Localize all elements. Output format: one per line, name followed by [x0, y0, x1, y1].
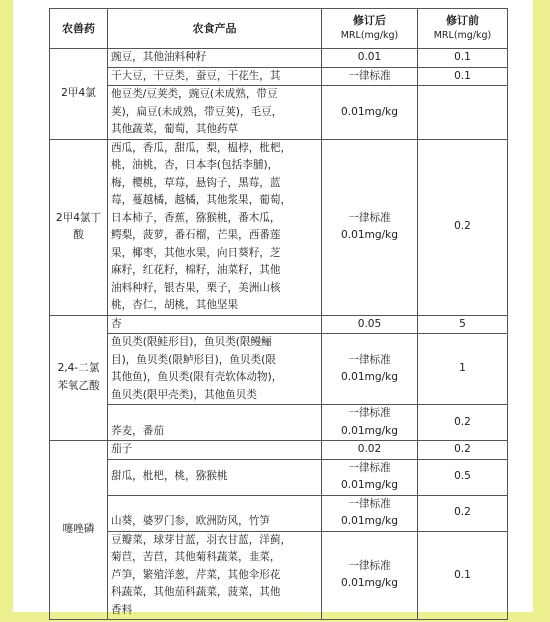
product-line: 桃，杏仁，胡桃，其他坚果 [111, 299, 239, 311]
mrl-after-line: 一律标准 [348, 461, 391, 474]
mrl-after-cell [322, 405, 418, 441]
mrl-after-line: 0.01mg/kg [340, 424, 399, 437]
mrl-after-line: 0.01 [357, 51, 382, 63]
mrl-before-cell [418, 86, 508, 140]
mrl-after-cell [322, 495, 418, 531]
product-line: 他豆类/豆荚类，豌豆(未成熟，带豆 [111, 88, 278, 100]
drug-cell: 2,4-二氯苯氧乙酸 [50, 315, 108, 441]
mrl-after-line: 一律标准 [348, 559, 391, 572]
table-row [50, 495, 508, 531]
product-cell [108, 86, 322, 140]
mrl-after-line: 0.01mg/kg [340, 515, 399, 527]
drug-cell: 2甲4氯丁酸 [50, 139, 108, 315]
mrl-after-line: 0.01mg/kg [340, 479, 399, 491]
table-row [50, 315, 508, 334]
product-line: 鱼贝类(限甲壳类)，其他鱼贝类 [111, 388, 257, 401]
product-line: 山葵，婆罗门参，欧洲防风，竹笋 [111, 515, 270, 527]
header-before-unit: MRL(mg/kg) [433, 30, 492, 41]
mrl-after-line: 一律标准 [348, 69, 391, 82]
header-after-title: 修订后 [353, 14, 386, 27]
product-line: 日本柿子，香蕉，猕猴桃，番木瓜， [111, 211, 281, 224]
mrl-after-line: 0.01mg/kg [340, 229, 399, 241]
mrl-before-cell: 0.2 [418, 139, 508, 315]
product-cell [108, 315, 322, 334]
table-row [50, 139, 508, 315]
document-page [13, 0, 533, 616]
product-line: 油料种籽，银杏果，栗子，美洲山核 [111, 281, 281, 294]
product-cell [108, 67, 322, 86]
mrl-after-line: 一律标准 [348, 353, 391, 366]
mrl-after-cell [322, 86, 418, 140]
product-cell [108, 49, 322, 68]
product-cell [108, 459, 322, 495]
mrl-before-cell: 0.1 [418, 531, 508, 620]
product-line: 菊苣，苦苣，其他菊科蔬菜，韭菜， [111, 551, 281, 563]
product-line: 鳄梨，菠萝，番石榴，芒果，西番莲 [111, 229, 281, 241]
product-line: 豌豆，其他油料种籽 [111, 51, 207, 63]
mrl-before-cell: 0.1 [418, 49, 508, 68]
product-line: 荚)，扁豆(未成熟，带豆荚)，毛豆， [111, 105, 283, 118]
header-after-unit: MRL(mg/kg) [340, 30, 399, 41]
table-row [50, 531, 508, 620]
product-line: 鱼贝类(限鲑形目)，鱼贝类(限鳗鲡 [111, 336, 272, 348]
mrl-after-cell [322, 67, 418, 86]
product-line: 桃，油桃，杏，日本李(包括李脯)， [111, 159, 279, 171]
table-row [50, 67, 508, 86]
product-line: 其他蔬菜，葡萄，其他药草 [111, 123, 239, 135]
mrl-after-line: 0.05 [357, 317, 382, 330]
product-cell [108, 139, 322, 315]
mrl-before-cell: 0.2 [418, 495, 508, 531]
product-line: 荞麦，番茄 [111, 424, 164, 437]
mrl-before-cell: 0.1 [418, 67, 508, 86]
mrl-after-line: 一律标准 [348, 211, 391, 224]
product-line: 莓，蔓越橘，越橘，其他浆果，葡萄， [111, 194, 292, 206]
product-line: 目)，鱼贝类(限鲈形目)，鱼贝类(限 [111, 353, 276, 366]
product-line: 麻籽，红花籽，棉籽，油菜籽，其他 [111, 264, 281, 276]
mrl-before-cell: 0.2 [418, 405, 508, 441]
drug-cell: 2甲4氯 [50, 49, 108, 140]
mrl-after-line: 0.01mg/kg [340, 577, 399, 590]
mrl-after-cell [322, 139, 418, 315]
product-cell [108, 441, 322, 460]
product-line: 其他鱼)，鱼贝类(限有壳软体动物)， [111, 371, 283, 383]
mrl-after-cell [322, 531, 418, 620]
header-after [322, 9, 418, 49]
mrl-before-cell: 0.2 [418, 441, 508, 460]
mrl-after-cell [322, 49, 418, 68]
table-row [50, 405, 508, 441]
product-line: 杏 [111, 317, 122, 330]
product-line: 茄子 [111, 443, 133, 455]
header-drug: 农兽药 [50, 9, 108, 49]
product-line: 香料 [111, 603, 133, 616]
mrl-after-line: 0.01mg/kg [340, 105, 399, 118]
mrl-before-cell: 5 [418, 315, 508, 334]
header-row [50, 9, 508, 49]
table-row [50, 334, 508, 405]
product-line: 芦笋，繁殖洋葱，芹菜，其他伞形花 [111, 568, 281, 581]
mrl-before-cell: 0.5 [418, 459, 508, 495]
product-cell [108, 495, 322, 531]
header-product: 农食产品 [108, 9, 322, 49]
table-row [50, 441, 508, 460]
product-line: 果，椰枣，其他水果，向日葵籽，芝 [111, 246, 281, 259]
mrl-after-cell [322, 334, 418, 405]
product-cell [108, 334, 322, 405]
mrl-after-line: 0.02 [357, 443, 382, 455]
mrl-after-line: 一律标准 [348, 407, 391, 419]
product-line: 干大豆，干豆类，蚕豆，干花生，其 [111, 69, 281, 82]
table-row [50, 459, 508, 495]
product-line: 梅，樱桃，草莓，悬钩子，黑莓，蓝 [111, 176, 281, 189]
product-line: 西瓜，香瓜，甜瓜，梨，榅桲，枇杷， [111, 141, 292, 154]
mrl-table [49, 8, 508, 620]
header-before-title: 修订前 [446, 14, 479, 27]
mrl-before-cell: 1 [418, 334, 508, 405]
mrl-after-cell [322, 315, 418, 334]
table-row [50, 49, 508, 68]
header-before [418, 9, 508, 49]
product-cell [108, 531, 322, 620]
mrl-after-cell [322, 459, 418, 495]
product-line: 科蔬菜，其他茄科蔬菜，菠菜，其他 [111, 586, 281, 598]
mrl-after-line: 一律标准 [348, 497, 391, 510]
product-line: 甜瓜，枇杷，桃，猕猴桃 [111, 470, 228, 483]
product-cell [108, 405, 322, 441]
product-line: 豆瓣菜，球芽甘蓝，羽衣甘蓝，洋蓟， [111, 533, 292, 546]
mrl-after-cell [322, 441, 418, 460]
table-row [50, 86, 508, 140]
mrl-after-line: 0.01mg/kg [340, 371, 399, 383]
drug-cell: 噻唑磷 [50, 441, 108, 620]
